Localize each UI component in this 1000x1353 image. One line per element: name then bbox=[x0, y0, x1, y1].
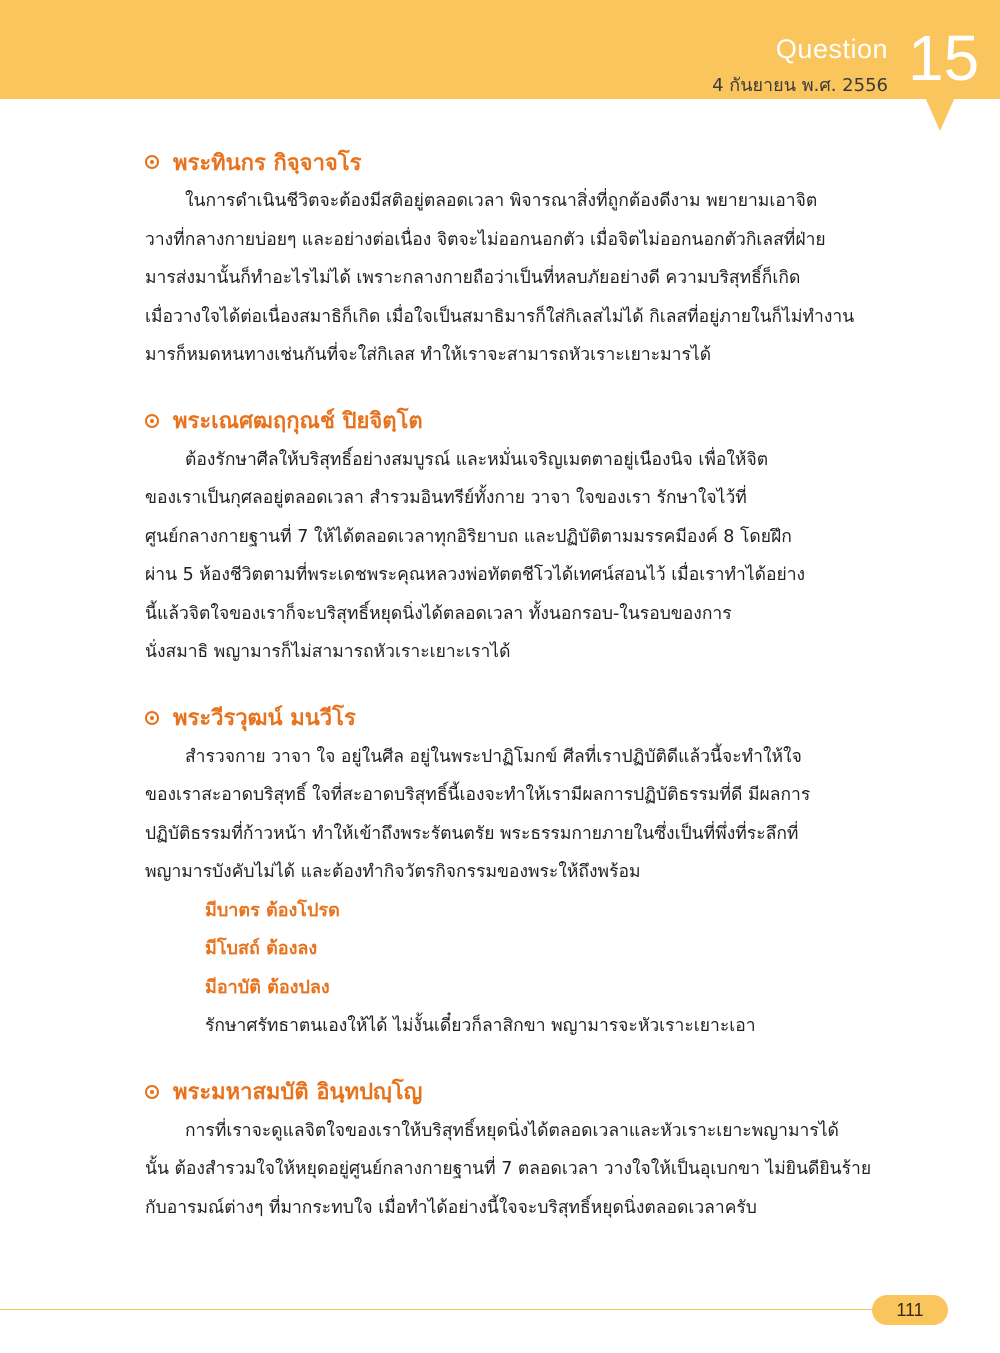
highlight-line: มีอาบัติ ต้องปลง bbox=[205, 976, 330, 998]
text-line: มารก็หมดหนทางเช่นกันที่จะใส่กิเลส ทำให้เราจะสามารถหัวเราะเยาะมารได้ bbox=[145, 345, 712, 365]
highlight-line: มีโบสถ์ ต้องลง bbox=[205, 938, 318, 959]
text-line: ผ่าน 5 ห้องชีวิตตามที่พระเดชพระคุณหลวงพ่อทัตตชีโวได้เทศน์สอนไว้ เมื่อเราทำได้อย่าง bbox=[145, 565, 806, 585]
text-line: กับอารมณ์ต่างๆ ที่มากระทบใจ เมื่อทำได้อย่างนี้ใจจะบริสุทธิ์หยุดนิ่งตลอดเวลาครับ bbox=[145, 1197, 757, 1218]
section-heading bbox=[145, 698, 915, 738]
section-2 bbox=[145, 401, 915, 672]
section-heading bbox=[145, 142, 915, 182]
question-number: 15 bbox=[908, 22, 980, 94]
page-number: 111 bbox=[872, 1295, 948, 1325]
section-title: พระวีรวุฒน์ มนวีโร bbox=[173, 706, 356, 731]
section-title: พระมหาสมบัติ อินฺทปญฺโญ bbox=[173, 1080, 423, 1105]
text-line: สำรวจกาย วาจา ใจ อยู่ในศีล อยู่ในพระปาฏิโมกข์ ศีลที่เราปฏิบัติดีแล้วนี้จะทำให้ใจ bbox=[185, 746, 802, 767]
content bbox=[145, 142, 915, 1253]
text-line: นี้แล้วจิตใจของเราก็จะบริสุทธิ์หยุดนิ่งได้ตลอดเวลา ทั้งนอกรอบ-ในรอบของการ bbox=[145, 603, 732, 624]
text-line: การที่เราจะดูแลจิตใจของเราให้บริสุทธิ์หยุดนิ่งได้ตลอดเวลาและหัวเราะเยาะพญามารได้ bbox=[185, 1120, 839, 1141]
text-line: ศูนย์กลางกายฐานที่ 7 ให้ได้ตลอดเวลาทุกอิริยาบถ และปฏิบัติตามมรรคมีองค์ 8 โดยฝึก bbox=[145, 526, 792, 547]
bullet-circle-icon bbox=[145, 155, 159, 169]
section-heading bbox=[145, 401, 915, 441]
question-label: Question bbox=[775, 34, 888, 64]
closing-line: รักษาศรัทธาตนเองให้ได้ ไม่งั้นเดี๋ยวก็ลาสิกขา พญามารจะหัวเราะเยาะเอา bbox=[205, 1016, 756, 1036]
text-line: นั้น ต้องสำรวมใจให้หยุดอยู่ศูนย์กลางกายฐานที่ 7 ตลอดเวลา วางใจให้เป็นอุเบกขา ไม่ยินดียินร้าย bbox=[145, 1159, 872, 1179]
text-line: ของเราสะอาดบริสุทธิ์ ใจที่สะอาดบริสุทธิ์นี้เองจะทำให้เรามีผลการปฏิบัติธรรมที่ดี มีผลการ bbox=[145, 785, 811, 805]
section-title: พระเณศฒฤกุณช์ ปิยจิตฺโต bbox=[173, 409, 423, 434]
section-4 bbox=[145, 1072, 915, 1228]
text-line: มารส่งมานั้นก็ทำอะไรไม่ได้ เพราะกลางกายถือว่าเป็นที่หลบภัยอย่างดี ความบริสุทธิ์ก็เกิด bbox=[145, 268, 801, 288]
section-3 bbox=[145, 698, 915, 1046]
text-line: ของเราเป็นกุศลอยู่ตลอดเวลา สำรวมอินทรีย์ทั้งกาย วาจา ใจของเรา รักษาใจไว้ที่ bbox=[145, 488, 747, 508]
text-line: ต้องรักษาศีลให้บริสุทธิ์อย่างสมบูรณ์ และหมั่นเจริญเมตตาอยู่เนืองนิจ เพื่อให้จิต bbox=[185, 449, 769, 470]
question-date: 4 กันยายน พ.ศ. 2556 bbox=[712, 75, 888, 96]
text-line: นั่งสมาธิ พญามารก็ไม่สามารถหัวเราะเยาะเราได้ bbox=[145, 642, 511, 662]
text-line: เมื่อวางใจได้ต่อเนื่องสมาธิก็เกิด เมื่อใจเป็นสมาธิมารก็ใส่กิเลสไม่ได้ กิเลสที่อยู่ภายในก็ไม่ทำงาน bbox=[145, 306, 855, 327]
bullet-circle-icon bbox=[145, 414, 159, 428]
footer-rule bbox=[0, 1309, 880, 1310]
text-line: พญามารบังคับไม่ได้ และต้องทำกิจวัตรกิจกรรมของพระให้ถึงพร้อม bbox=[145, 862, 641, 882]
section-paragraph bbox=[145, 182, 915, 375]
text-line: ในการดำเนินชีวิตจะต้องมีสติอยู่ตลอดเวลา พิจารณาสิ่งที่ถูกต้องดีงาม พยายามเอาจิต bbox=[185, 191, 818, 211]
section-paragraph bbox=[145, 738, 915, 892]
bullet-circle-icon bbox=[145, 711, 159, 725]
section-paragraph bbox=[145, 1112, 915, 1228]
header-tab-pointer bbox=[924, 95, 956, 131]
section-title: พระทินกร กิจฺจาจโร bbox=[173, 150, 362, 176]
bullet-circle-icon bbox=[145, 1085, 159, 1099]
section-1 bbox=[145, 142, 915, 375]
highlight-line: มีบาตร ต้องโปรด bbox=[205, 899, 340, 921]
text-line: ปฏิบัติธรรมที่ก้าวหน้า ทำให้เข้าถึงพระรัตนตรัย พระธรรมกายภายในซึ่งเป็นที่พึ่งที่ระลึกที่ bbox=[145, 823, 799, 844]
section-heading bbox=[145, 1072, 915, 1112]
text-line: วางที่กลางกายบ่อยๆ และอย่างต่อเนื่อง จิตจะไม่ออกนอกตัว เมื่อจิตไม่ออกนอกตัวกิเลสที่ฝ่าย bbox=[145, 229, 826, 250]
section-paragraph bbox=[145, 441, 915, 672]
